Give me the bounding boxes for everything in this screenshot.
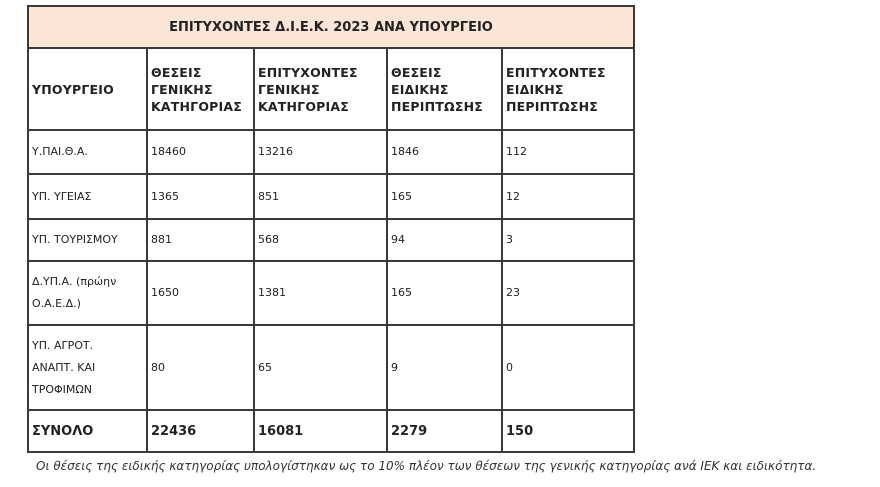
ministry-cell: Δ.ΥΠ.Α. (πρώην Ο.Α.Ε.Δ.) [28, 261, 147, 325]
total-row [28, 410, 634, 452]
value-cell: 568 [254, 219, 387, 261]
value-cell: 65 [254, 325, 387, 410]
value-cell: 165 [387, 174, 502, 219]
table-row [28, 219, 634, 261]
value-cell: 1381 [254, 261, 387, 325]
value-cell: 9 [387, 325, 502, 410]
table-row [28, 261, 634, 325]
value-cell: 1365 [147, 174, 254, 219]
value-cell: 94 [387, 219, 502, 261]
header-general-successful: ΕΠΙΤΥΧΟΝΤΕΣ ΓΕΝΙΚΗΣ ΚΑΤΗΓΟΡΙΑΣ [254, 48, 387, 130]
value-cell: 23 [502, 261, 634, 325]
header-special-positions: ΘΕΣΕΙΣ ΕΙΔΙΚΗΣ ΠΕΡΙΠΤΩΣΗΣ [387, 48, 502, 130]
value-cell: 18460 [147, 130, 254, 174]
header-general-positions: ΘΕΣΕΙΣ ΓΕΝΙΚΗΣ ΚΑΤΗΓΟΡΙΑΣ [147, 48, 254, 130]
value-cell: 851 [254, 174, 387, 219]
table-row [28, 130, 634, 174]
table-row [28, 325, 634, 410]
total-value: 16081 [254, 410, 387, 452]
header-ministry: ΥΠΟΥΡΓΕΙΟ [28, 48, 147, 130]
value-cell: 112 [502, 130, 634, 174]
value-cell: 0 [502, 325, 634, 410]
value-cell: 881 [147, 219, 254, 261]
header-special-successful: ΕΠΙΤΥΧΟΝΤΕΣ ΕΙΔΙΚΗΣ ΠΕΡΙΠΤΩΣΗΣ [502, 48, 634, 130]
total-label: ΣΥΝΟΛΟ [28, 410, 147, 452]
results-table [27, 5, 635, 453]
ministry-cell: ΥΠ. ΤΟΥΡΙΣΜΟΥ [28, 219, 147, 261]
ministry-cell: Υ.ΠΑΙ.Θ.Α. [28, 130, 147, 174]
value-cell: 3 [502, 219, 634, 261]
value-cell: 1846 [387, 130, 502, 174]
total-value: 2279 [387, 410, 502, 452]
footnote: Οι θέσεις της ειδικής κατηγορίας υπολογίστηκαν ως το 10% πλέον των θέσεων της γενικής κατηγορίας ανά ΙΕΚ και ειδικότητα. [36, 459, 817, 473]
value-cell: 80 [147, 325, 254, 410]
value-cell: 12 [502, 174, 634, 219]
total-value: 22436 [147, 410, 254, 452]
header-row [28, 48, 634, 130]
value-cell: 1650 [147, 261, 254, 325]
ministry-cell: ΥΠ. ΥΓΕΙΑΣ [28, 174, 147, 219]
table-row [28, 174, 634, 219]
total-value: 150 [502, 410, 634, 452]
value-cell: 165 [387, 261, 502, 325]
ministry-cell: ΥΠ. ΑΓΡΟΤ. ΑΝΑΠΤ. ΚΑΙ ΤΡΟΦΙΜΩΝ [28, 325, 147, 410]
value-cell: 13216 [254, 130, 387, 174]
table-title: ΕΠΙΤΥΧΟΝΤΕΣ Δ.Ι.Ε.Κ. 2023 ΑΝΑ ΥΠΟΥΡΓΕΙΟ [28, 6, 634, 48]
